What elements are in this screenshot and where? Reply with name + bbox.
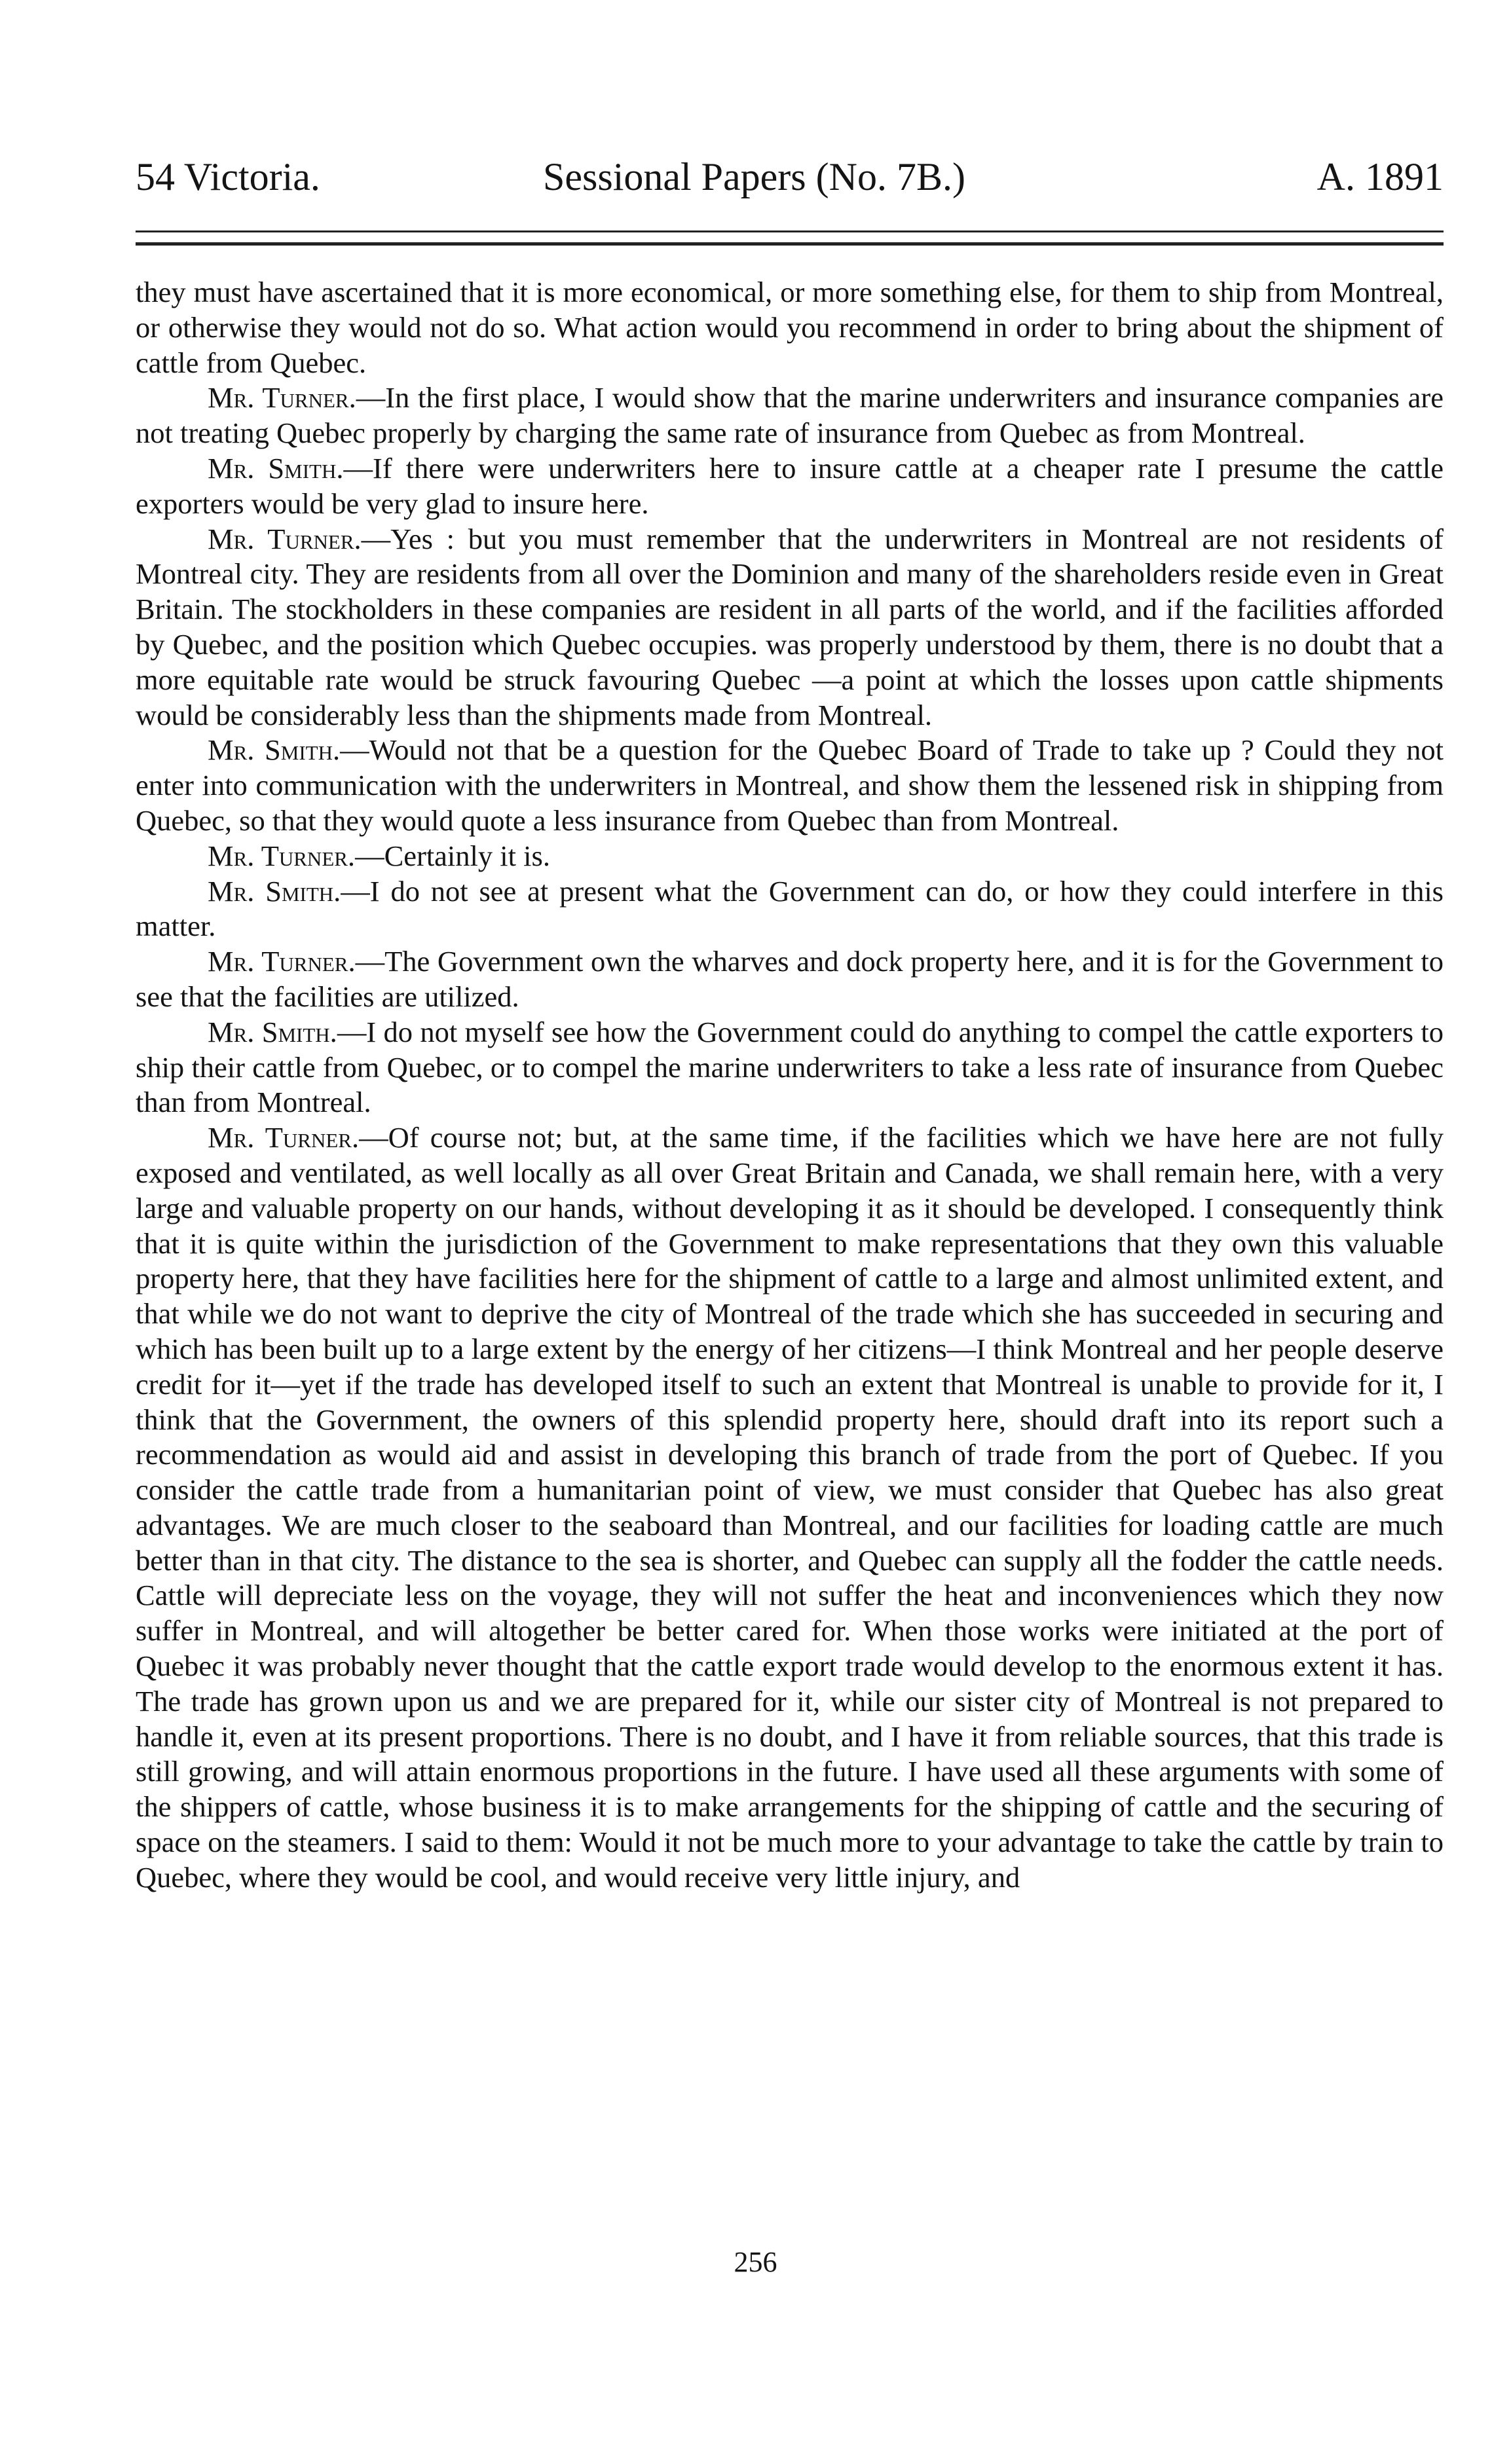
speaker-name: Mr. Smith. bbox=[208, 1015, 337, 1048]
paragraph-text: —I do not see at present what the Government can do, or how they could interfere in this matter. bbox=[136, 874, 1444, 943]
paragraph-2 bbox=[136, 380, 1444, 451]
header-session: 54 Victoria. bbox=[136, 155, 320, 198]
paragraph-7 bbox=[136, 874, 1444, 945]
paragraph-text: —I do not myself see how the Government could do anything to compel the cattle exporters to ship their cattle from Quebec, or to compel the marine underwriters to take a less rate of insurance from Quebec than from Montreal. bbox=[136, 1015, 1444, 1119]
header-rule-thin bbox=[136, 230, 1444, 232]
paragraph-3 bbox=[136, 451, 1444, 522]
running-header bbox=[136, 147, 1444, 206]
page-number: 256 bbox=[734, 2246, 777, 2278]
speaker-name: Mr. Smith. bbox=[208, 874, 341, 908]
paragraph-8 bbox=[136, 944, 1444, 1015]
paragraph-text: —Of course not; but, at the same time, if the facilities which we have here are not fully exposed and ventilated, as well locally as all over Great Britain and Canada, we shall remain here, with a very large and valuable property on our hands, without developing it as it should be developed. I consequently think that it is quite within the jurisdiction of the Government to make representations that they own this valuable property here, that they have facilities here for the shipment of cattle to a large and almost unlimited extent, and that while we do not want to deprive the city of Montreal of the trade which she has succeeded in securing and which has been built up to a large extent by the energy of her citizens—I think Montreal and her people deserve credit for it—yet if the trade has developed itself to such an extent that Montreal is unable to provide for it, I think that the Government, the owners of this splendid property here, should draft into its report such a recommendation as would aid and assist in developing this branch of trade from the port of Quebec. If you consider the cattle trade from a humanitarian point of view, we must consider that Quebec has also great advantages. We are much closer to the seaboard than Montreal, and our facilities for loading cattle are much better than in that city. The distance to the sea is shorter, and Quebec can supply all the fodder the cattle needs. Cattle will depreciate less on the voyage, they will not suffer the heat and inconveniences which they now suffer in Montreal, and will altogether be better cared for. When those works were initiated at the port of Quebec it was probably never thought that the cattle export trade would develop to the enormous extent it has. The trade has grown upon us and we are prepared for it, while our sister city of Montreal is not prepared to handle it, even at its present proportions. There is no doubt, and I have it from reliable sources, that this trade is still growing, and will attain enormous proportions in the future. I have used all these arguments with some of the shippers of cattle, whose business it is to make arrangements for the shipping of cattle and the securing of space on the steamers. I said to them: Would it not be much more to your advantage to take the cattle by train to Quebec, where they would be cool, and would receive very little injury, and bbox=[136, 1121, 1444, 1894]
paragraph-6 bbox=[136, 839, 1444, 874]
speaker-name: Mr. Turner. bbox=[208, 381, 356, 414]
page-body bbox=[136, 275, 1444, 1896]
speaker-name: Mr. Turner. bbox=[208, 1121, 360, 1154]
paragraph-text: they must have ascertained that it is more economical, or more something else, for them to ship from Montreal, or otherwise they would not do so. What action would you recommend in order to bring about the shipment of cattle from Quebec. bbox=[136, 276, 1444, 379]
header-year: A. 1891 bbox=[1316, 155, 1444, 198]
paragraph-4 bbox=[136, 522, 1444, 733]
speaker-name: Mr. Smith. bbox=[208, 451, 344, 485]
paragraph-text: —The Government own the wharves and dock property here, and it is for the Government to see that the facilities are utilized. bbox=[136, 945, 1444, 1013]
paragraph-text: —Would not that be a question for the Quebec Board of Trade to take up ? Could they not enter into communication with the underwriters in Montreal, and show them the lessened risk in shipping from Quebec, so that they would quote a less insurance from Quebec than from Montreal. bbox=[136, 733, 1444, 837]
paragraph-1 bbox=[136, 275, 1444, 380]
paragraph-5 bbox=[136, 733, 1444, 838]
paragraph-text: —Yes : but you must remember that the underwriters in Montreal are not residents of Montreal city. They are residents from all over the Dominion and many of the shareholders reside even in Great Britain. The stockholders in these companies are resident in all parts of the world, and if the facilities afforded by Quebec, and the position which Quebec occupies. was properly understood by them, there is no doubt that a more equitable rate would be struck favouring Quebec —a point at which the losses upon cattle shipments would be considerably less than the shipments made from Montreal. bbox=[136, 522, 1444, 731]
speaker-name: Mr. Turner. bbox=[208, 839, 356, 872]
paragraph-text: —In the first place, I would show that the marine underwriters and insurance companies are not treating Quebec properly by charging the same rate of insurance from Quebec as from Montreal. bbox=[136, 381, 1444, 450]
speaker-name: Mr. Turner. bbox=[208, 945, 356, 978]
paragraph-10 bbox=[136, 1120, 1444, 1896]
speaker-name: Mr. Turner. bbox=[208, 522, 362, 555]
header-rule-thick bbox=[136, 242, 1444, 246]
header-title: Sessional Papers (No. 7B.) bbox=[543, 155, 965, 198]
paragraph-9 bbox=[136, 1015, 1444, 1120]
paragraph-text: —If there were underwriters here to insure cattle at a cheaper rate I presume the cattle exporters would be very glad to insure here. bbox=[136, 451, 1444, 520]
paragraph-text: —Certainly it is. bbox=[355, 839, 550, 872]
speaker-name: Mr. Smith. bbox=[208, 733, 341, 767]
